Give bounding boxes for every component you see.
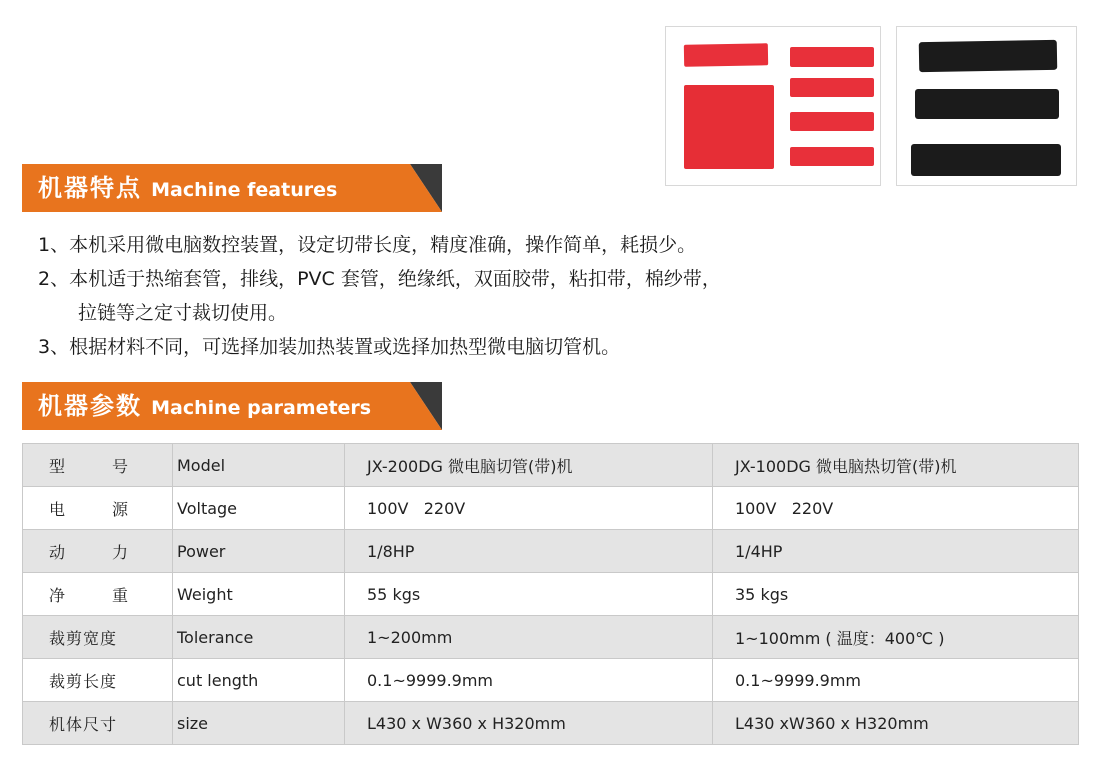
- feature-item: 2、本机适于热缩套管，排线，PVC 套管，绝缘纸，双面胶带，粘扣带，棉纱带，: [38, 268, 721, 290]
- red-tubes-photo: [665, 26, 881, 186]
- param-value-200dg: JX-200DG 微电脑切管(带)机: [345, 444, 713, 487]
- features-header-en: Machine features: [151, 179, 338, 201]
- param-label-en: Model: [173, 444, 345, 487]
- black-tube: [915, 89, 1059, 119]
- param-label-cn: 电 源: [23, 487, 173, 530]
- param-label-cn: 机体尺寸: [23, 702, 173, 745]
- param-label-cn: 净 重: [23, 573, 173, 616]
- table-row: [23, 573, 1079, 616]
- params-header-en: Machine parameters: [151, 397, 372, 419]
- table-row: [23, 616, 1079, 659]
- param-label-cn: 型 号: [23, 444, 173, 487]
- param-value-100dg: 35 kgs: [713, 573, 1079, 616]
- red-tube-strip: [790, 147, 874, 166]
- param-label-en: Voltage: [173, 487, 345, 530]
- param-value-100dg: 1~100mm ( 温度：400℃ ): [713, 616, 1079, 659]
- params-table: [22, 443, 1079, 745]
- features-header-cn: 机器特点: [38, 174, 142, 202]
- param-label-en: Weight: [173, 573, 345, 616]
- params-header: [22, 382, 442, 430]
- red-tube-strip: [790, 112, 874, 131]
- param-label-en: Tolerance: [173, 616, 345, 659]
- param-value-100dg: JX-100DG 微电脑热切管(带)机: [713, 444, 1079, 487]
- black-tubes-photo: [896, 26, 1077, 186]
- param-label-cn: 裁剪宽度: [23, 616, 173, 659]
- feature-item-continued: 拉链等之定寸裁切使用。: [78, 302, 288, 324]
- param-label-en: size: [173, 702, 345, 745]
- black-tube: [911, 144, 1061, 176]
- param-value-200dg: 55 kgs: [345, 573, 713, 616]
- features-header: [22, 164, 442, 212]
- param-label-cn: 裁剪长度: [23, 659, 173, 702]
- param-label-cn: 动 力: [23, 530, 173, 573]
- param-label-en: cut length: [173, 659, 345, 702]
- red-tube-strip: [684, 43, 768, 66]
- table-row: [23, 702, 1079, 745]
- param-value-200dg: 1~200mm: [345, 616, 713, 659]
- param-label-en: Power: [173, 530, 345, 573]
- table-row: [23, 530, 1079, 573]
- param-value-100dg: 100V 220V: [713, 487, 1079, 530]
- param-value-200dg: 1/8HP: [345, 530, 713, 573]
- param-value-200dg: 0.1~9999.9mm: [345, 659, 713, 702]
- param-value-100dg: L430 xW360 x H320mm: [713, 702, 1079, 745]
- red-tube-strip: [790, 47, 874, 67]
- red-tube-strip: [790, 78, 874, 97]
- feature-item: 3、根据材料不同，可选择加装加热装置或选择加热型微电脑切管机。: [38, 336, 621, 358]
- feature-item: 1、本机采用微电脑数控装置，设定切带长度，精度准确，操作简单，耗损少。: [38, 234, 697, 256]
- params-header-cn: 机器参数: [38, 392, 142, 420]
- param-value-100dg: 1/4HP: [713, 530, 1079, 573]
- table-row: [23, 659, 1079, 702]
- param-value-200dg: L430 x W360 x H320mm: [345, 702, 713, 745]
- table-row: [23, 487, 1079, 530]
- param-value-100dg: 0.1~9999.9mm: [713, 659, 1079, 702]
- table-row: [23, 444, 1079, 487]
- param-value-200dg: 100V 220V: [345, 487, 713, 530]
- red-tube-wide: [684, 85, 774, 169]
- features-list: [38, 228, 938, 364]
- black-tube: [919, 40, 1058, 72]
